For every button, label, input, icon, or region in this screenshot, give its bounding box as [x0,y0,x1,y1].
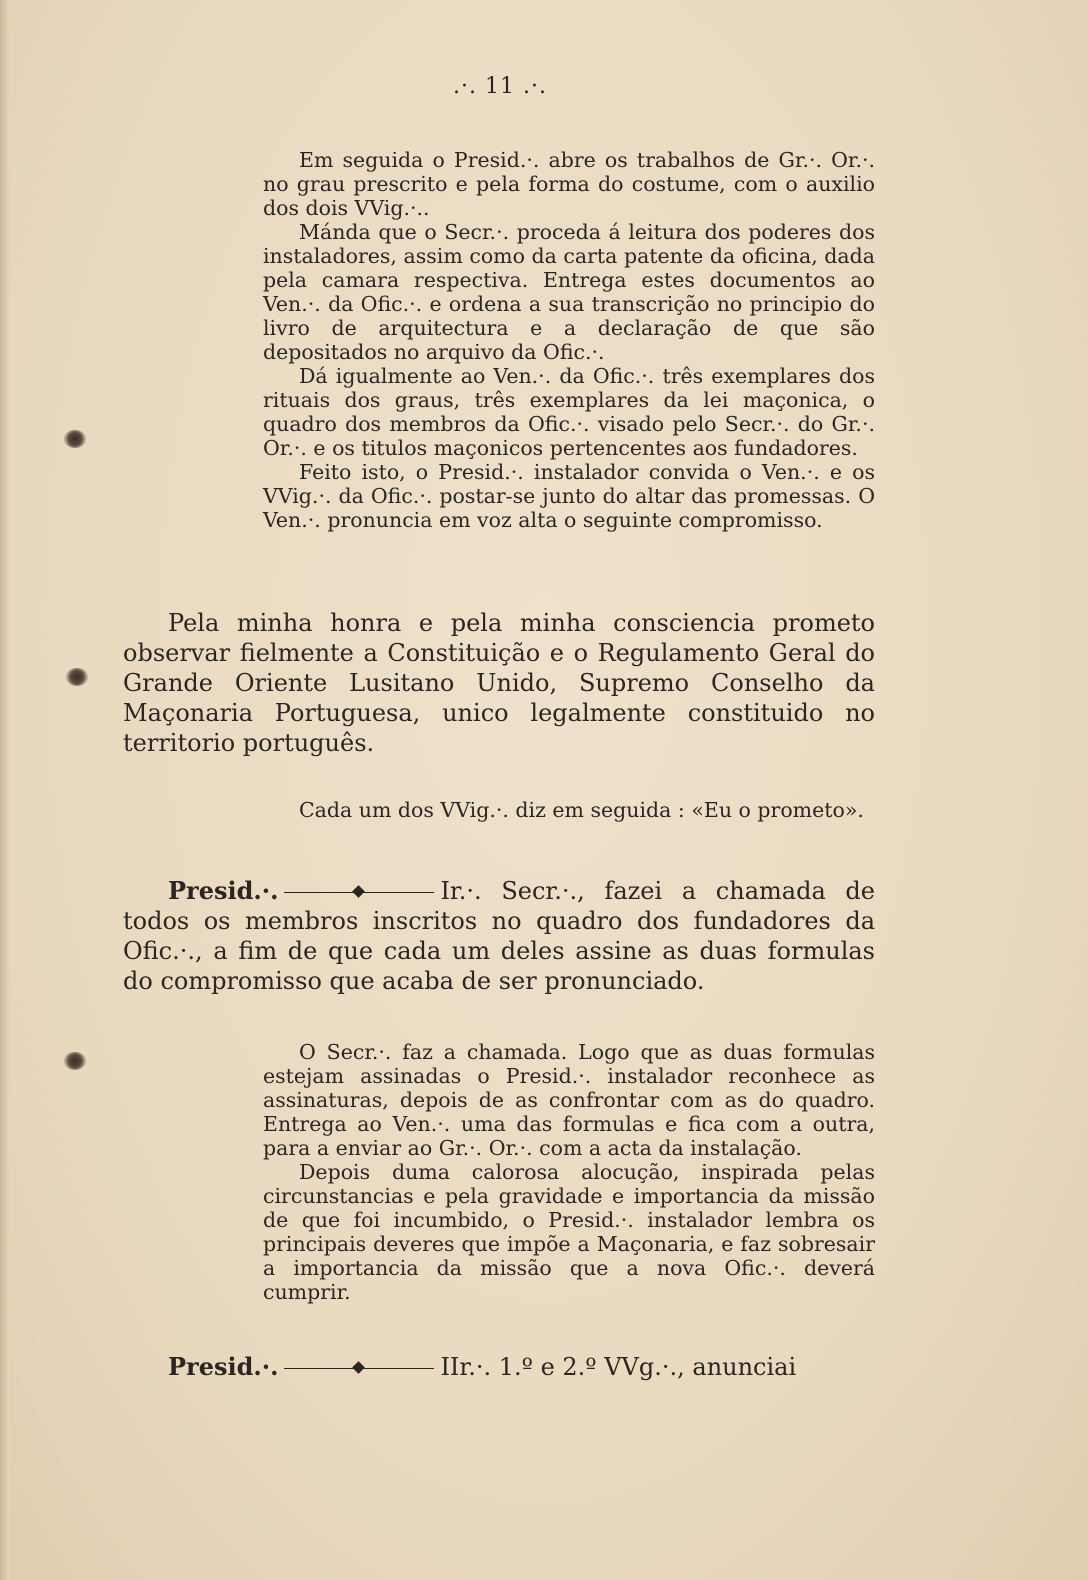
paragraph: Feito isto, o Presid.·. instalador convida o Ven.·. e os VVig.·. da Ofic.·. postar-se junto do altar das promessas. O Ven.·. pronuncia em voz alta o seguinte compromisso. [263,460,875,532]
speech-divider [284,886,434,900]
speech-text: IIr.·. 1.º e 2.º VVg.·., anunciai [440,1353,797,1381]
binding-hole-2 [66,668,88,686]
speech-paragraph [123,1352,875,1382]
speaker-label: Presid.·. [168,876,279,905]
speech-divider [284,1362,434,1376]
oath-paragraph: Pela minha honra e pela minha consciencia prometo observar fielmente a Constituição e o Regulamento Geral do Grande Oriente Lusitano Unido, Supremo Conselho da Maçonaria Portuguesa, unico legalmente constituido no territorio português. [123,609,875,757]
paragraph: Em seguida o Presid.·. abre os trabalhos de Gr.·. Or.·. no grau prescrito e pela forma do costume, com o auxilio dos dois VVig.·.. [263,148,875,220]
binding-hole-1 [64,430,86,448]
speech-text: Ir.·. Secr.·., fazei a chamada de todos os membros inscritos no quadro dos fundadores da Ofic.·., a fim de que cada um deles assine as duas formulas do compromisso que acaba de ser pronunciado. [123,877,875,995]
ritual-instructions-1 [263,148,875,532]
speaker-label: Presid.·. [168,1352,279,1381]
oath-text [123,608,875,758]
speech-block-2 [123,1352,875,1382]
binding-hole-3 [64,1052,86,1070]
paragraph: Cada um dos VVig.·. diz em seguida : «Eu o prometo». [299,798,864,822]
diamond-ornament-icon [353,1361,366,1374]
page-edge [0,0,10,1580]
page-number: .·. 11 .·. [453,74,547,99]
paragraph: Depois duma calorosa alocução, inspirada pelas circunstancias e pela gravidade e importancia da missão de que foi incumbido, o Presid.·. instalador lembra os principais deveres que impõe a Maçonaria, e faz sobresair a importancia da missão que a nova Ofic.·. deverá cumprir. [263,1160,875,1304]
diamond-ornament-icon [353,885,366,898]
ritual-instructions-2 [263,1040,875,1304]
speech-paragraph [123,876,875,996]
paragraph: Dá igualmente ao Ven.·. da Ofic.·. três exemplares dos rituais dos graus, três exemplares da lei maçonica, o quadro dos membros da Ofic.·. visado pelo Secr.·. do Gr.·. Or.·. e os titulos maçonicos pertencentes aos fundadores. [263,364,875,460]
paragraph: Mánda que o Secr.·. proceda á leitura dos poderes dos instaladores, assim como da carta patente da oficina, dada pela camara respectiva. Entrega estes documentos ao Ven.·. da Ofic.·. e ordena a sua transcrição no principio do livro de arquitectura e a declaração de que são depositados no arquivo da Ofic.·. [263,220,875,364]
speech-block-1 [123,876,875,996]
paragraph: O Secr.·. faz a chamada. Logo que as duas formulas estejam assinadas o Presid.·. instalador reconhece as assinaturas, depois de as confrontar com as do quadro. Entrega ao Ven.·. uma das formulas e fica com a outra, para a enviar ao Gr.·. Or.·. com a acta da instalação. [263,1040,875,1160]
wardens-instruction [263,798,875,822]
